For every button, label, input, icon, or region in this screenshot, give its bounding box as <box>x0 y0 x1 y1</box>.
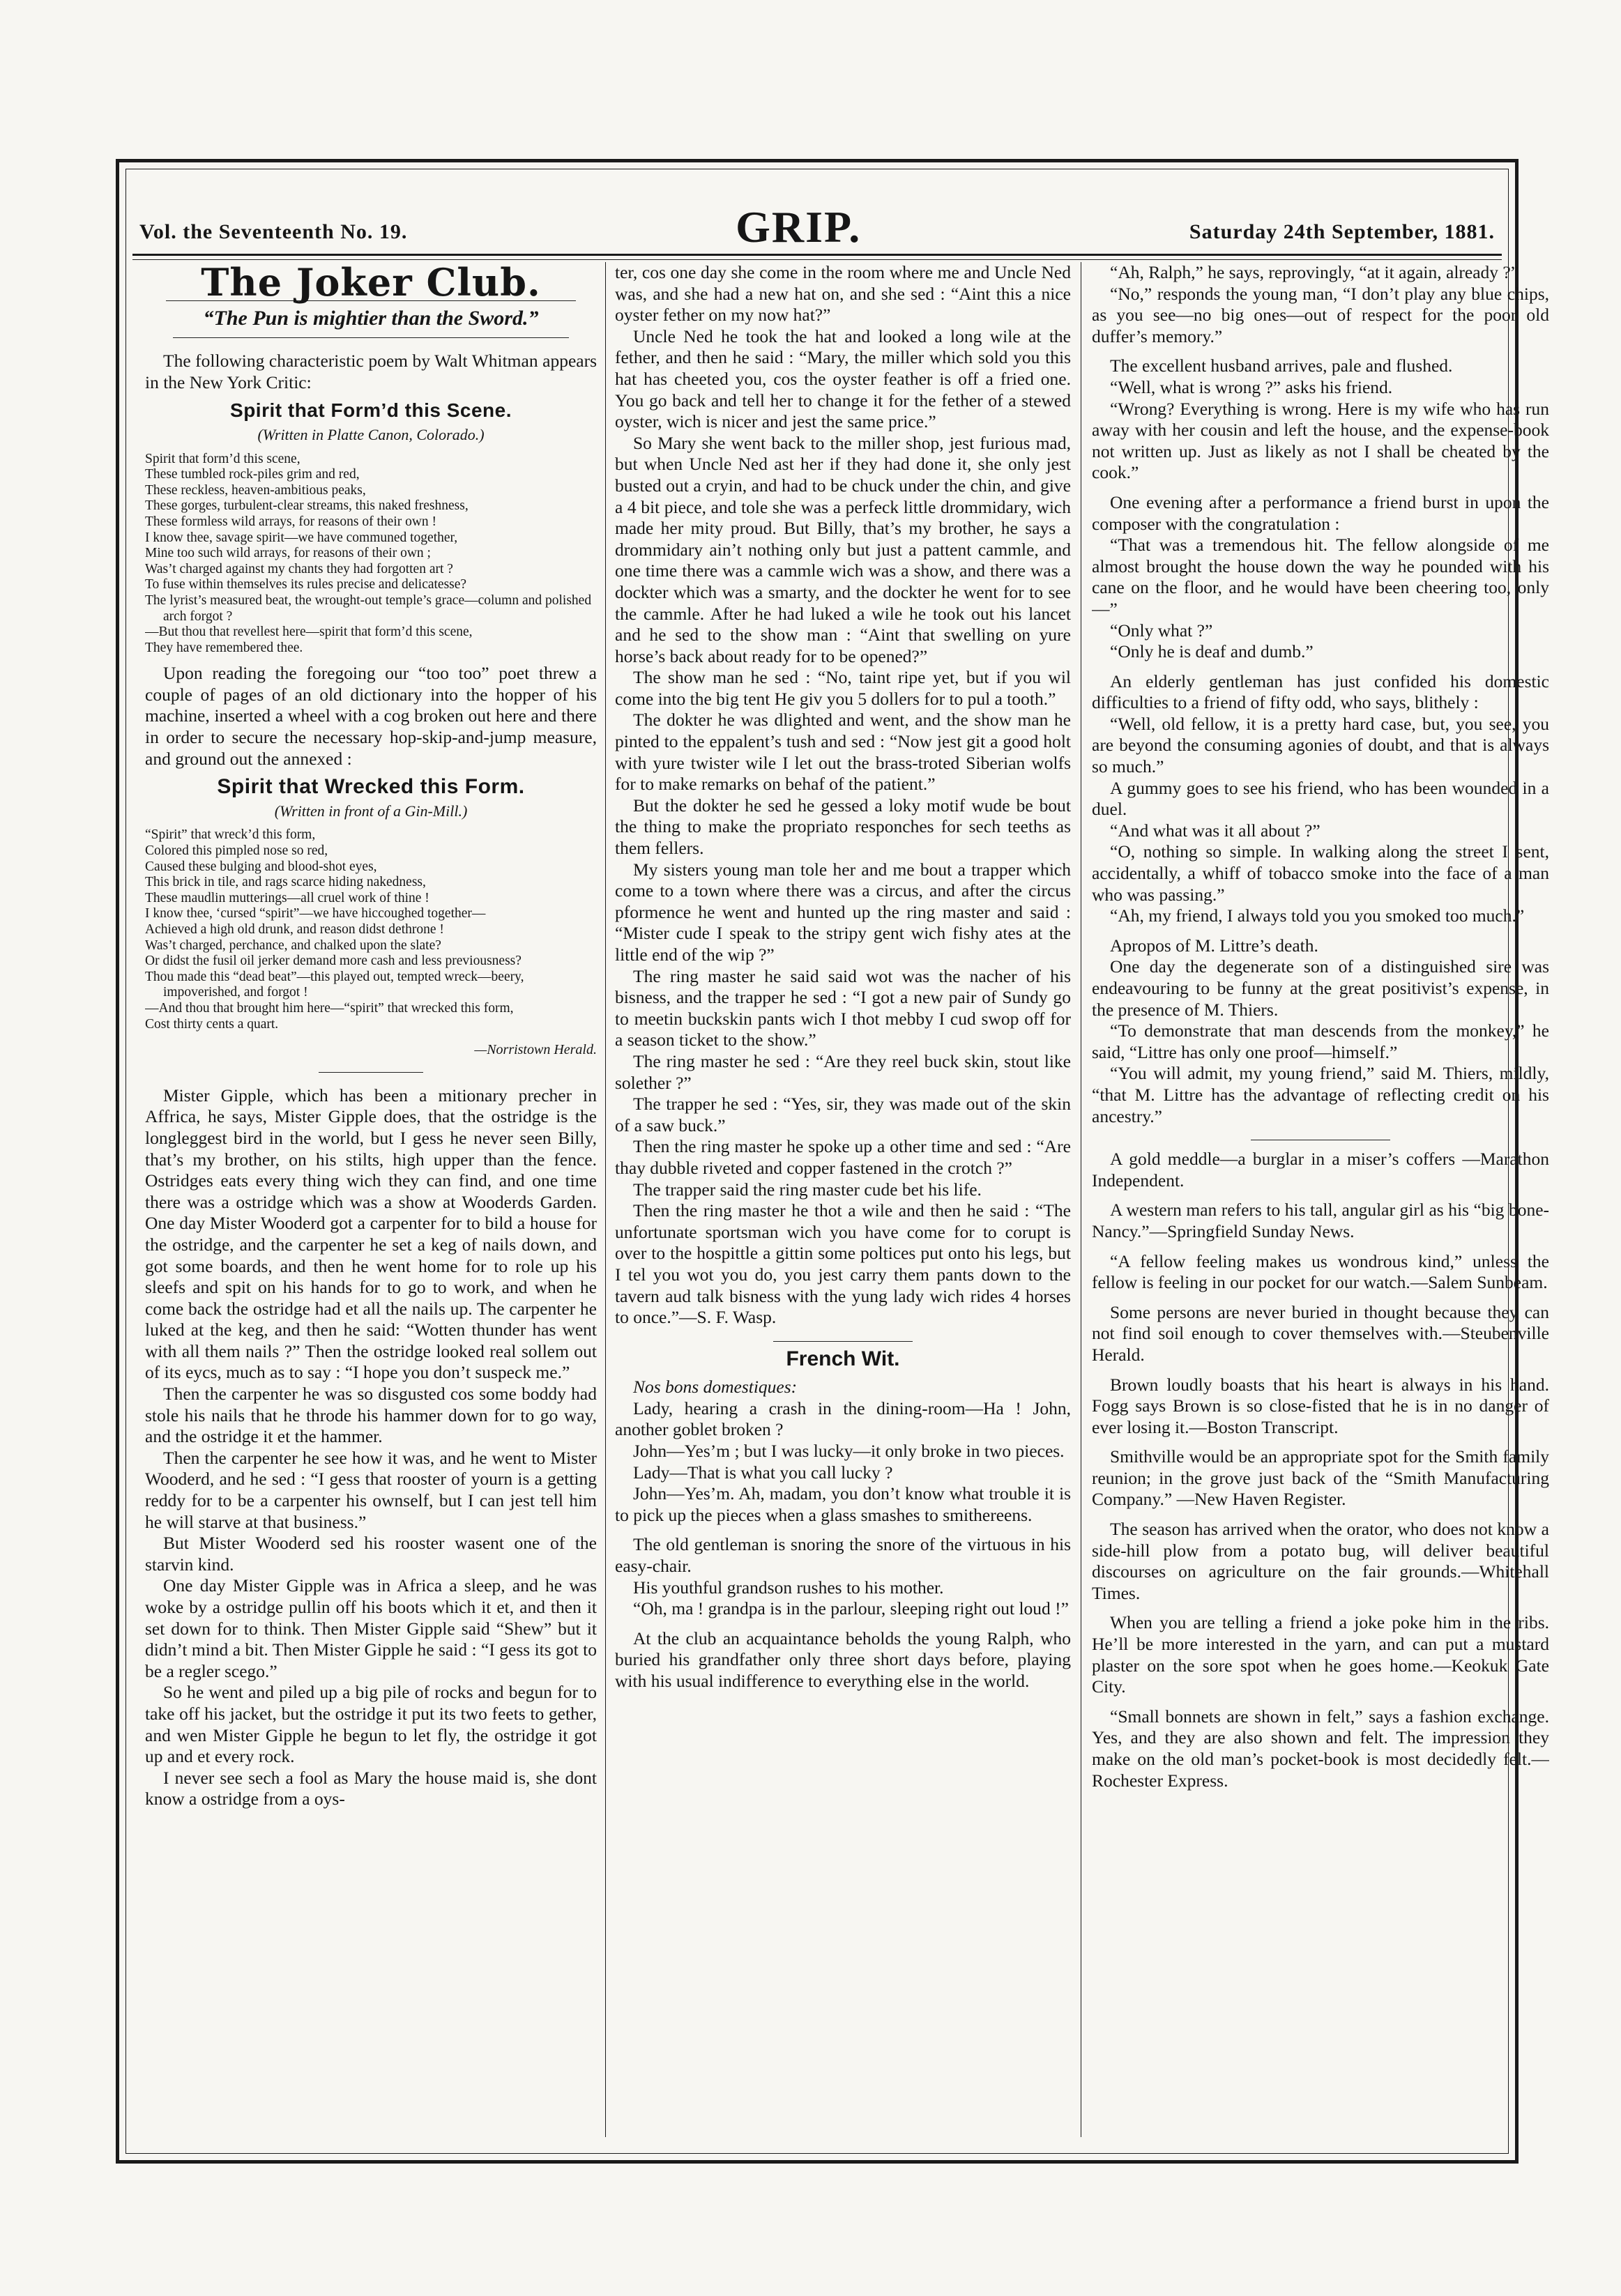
poem1-line: I know thee, savage spirit—we have communed together, <box>145 530 458 545</box>
paragraph: One day the degenerate son of a distinguished sire was endeavouring to be funny at the great positivist’s expense, in the presence of M. Thiers. <box>1092 956 1549 1020</box>
poem2-line: Thou made this “dead beat”—this played out, tempted wreck—beery, impoverished, and forgot ! <box>145 969 524 1000</box>
paragraph: The old gentleman is snoring the snore of the virtuous in his easy-chair. <box>615 1534 1071 1577</box>
club-motto: “The Pun is mightier than the Sword.” <box>203 306 539 330</box>
paragraph: The ring master he said said wot was the nacher of his bisness, and the trapper he sed : “I got a new pair of Sundy go to meetin buckskin pants wich I thot mebby I cud swop off for a season ticket to the show.” <box>615 965 1071 1050</box>
poem2-line: Caused these bulging and blood-shot eyes, <box>145 859 377 874</box>
paragraph: “O, nothing so simple. In walking along the street I sent, accidentally, a whiff of tobacco smoke into the face of a man who was passing.” <box>1092 841 1549 905</box>
masthead <box>139 188 1495 250</box>
paragraph: “Only what ?” <box>1110 620 1213 641</box>
poem1-line: These formless wild arrays, for reasons of their own ! <box>145 514 437 529</box>
paragraph: “Ah, Ralph,” he says, reprovingly, “at it again, already ?” <box>1110 262 1519 282</box>
poem1-line: Mine too such wild arrays, for reasons of their own ; <box>145 546 431 561</box>
paragraph: “That was a tremendous hit. The fellow alongside of me almost brought the house down the way he pounded with his cane on the floor, and he would have been cheering too, only—” <box>1092 535 1549 619</box>
poem1-line: These gorges, turbulent-clear streams, this naked freshness, <box>145 498 469 514</box>
poem1-line: These reckless, heaven-ambitious peaks, <box>145 482 366 498</box>
paragraph: The show man he sed : “No, taint ripe yet, but if you wil come into the big tent He giv you 5 dollers for to pul a tooth.” <box>615 667 1071 709</box>
poem1-line: —But thou that revellest here—spirit that form’d this scene, <box>145 625 473 640</box>
poem1-line: These tumbled rock-piles grim and red, <box>145 467 360 482</box>
paragraph: A gold meddle—a burglar in a miser’s coffers —Marathon Independent. <box>1092 1149 1549 1191</box>
paragraph: “Wrong? Everything is wrong. Here is my wife who has run away with her cousin and left the house, and the expense-book not written up. Just as likely as not I shall be cheated by the cook.” <box>1092 398 1549 483</box>
poem1-line: Spirit that form’d this scene, <box>145 451 300 466</box>
paragraph: A western man refers to his tall, angular girl as his “big bone-Nancy.”—Springfield Sunday News. <box>1092 1200 1549 1241</box>
poem2-line: I know thee, ‘cursed “spirit”—we have hiccoughed together— <box>145 906 486 921</box>
paragraph: Then the ring master he thot a wile and then he said : “The unfortunate sportsman wich you have come for to corupt is over to the hospittle a gittin some poltices put onto his legs, but I tel you wot you do, you jest carry them pants down to the tavern aud talk bisness with the yung lady wich rides 4 horses to once.”—S. F. Wasp. <box>615 1200 1071 1328</box>
poem2-line: “Spirit” that wreck’d this form, <box>145 827 316 843</box>
paragraph: Then the carpenter he was so disgusted cos some boddy had stole his nails that he throde his hammer down for to go way, and the ostridge it et the hammer. <box>145 1384 597 1447</box>
newspaper-title: GRIP. <box>736 202 862 252</box>
paragraph: John—Yes’m ; but I was lucky—it only broke in two pieces. <box>633 1441 1065 1462</box>
poem2-line: Achieved a high old drunk, and reason didst dethrone ! <box>145 922 444 937</box>
poem1-line: The lyrist’s measured beat, the wrought-out temple’s grace—column and polished arch forgot ? <box>145 592 592 624</box>
poem2-line: This brick in tile, and rags scarce hiding nakedness, <box>145 875 426 890</box>
paragraph: The excellent husband arrives, pale and flushed. <box>1110 355 1453 376</box>
masthead-rule <box>132 254 1502 256</box>
column-2 <box>615 262 1071 2137</box>
paragraph: Apropos of M. Littre’s death. <box>1110 935 1318 956</box>
paragraph: “A fellow feeling makes us wondrous kind,” unless the fellow is feeling in our pocket for our watch.—Salem Sunbeam. <box>1092 1250 1549 1293</box>
paragraph: The season has arrived when the orator, who does not know a side-hill plow from a potato bug, will deliver beautiful discourses on agriculture on the fair grounds.—Whitehall Times. <box>1092 1519 1549 1603</box>
poem1-title: Spirit that Form’d this Scene. <box>230 399 512 422</box>
paragraph: “To demonstrate that man descends from the monkey,” he said, “Littre has only one proof—himself.” <box>1092 1020 1549 1062</box>
paragraph: “No,” responds the young man, “I don’t play any blue chips, as you see—no big ones—out of respect for the poor old duffer’s memory.” <box>1092 283 1549 346</box>
separator-rule <box>319 1072 423 1073</box>
paragraph: “Well, old fellow, it is a pretty hard case, but, you see, you are beyond the consuming agonies of doubt, and that is always so much.” <box>1092 713 1549 777</box>
french-wit-subtitle: Nos bons domestiques: <box>633 1377 798 1398</box>
paragraph: Mister Gipple, which has been a mitionary precher in Affrica, he says, Mister Gipple does, that the ostridge is the longleggest bird in the world, but I gess he never seen Billy, that’s my brother, on his stilts, high upper than the fence. Ostridges eats every thing wich they can find, and one time there was a ostridge which was a show at Wooderds Garden. One day Mister Wooderd got a carpenter for to bild a house for the ostridge, and the carpenter he set a keg of nails down, and got some boards, and then he went home for to role up his sleefs and spit on his hands for to go to work, and when he come back the ostridge had et all the nails up. The carpenter he luked at the keg, and then he said: “Wotten thunder has went with all them nails ?” Then the ostridge looked real sollem out of its eycs, much as to say : “I hope you don’t suspeck me.” <box>145 1085 597 1383</box>
separator-rule <box>773 1341 913 1342</box>
paragraph: I never see sech a fool as Mary the house maid is, she dont know a ostridge from a oys- <box>145 1767 597 1809</box>
masthead-rule-thin <box>132 259 1502 260</box>
paragraph: When you are telling a friend a joke poke him in the ribs. He’ll be more interested in the yarn, and can put a mustard plaster on the sore spot when he goes home.—Keokuk Gate City. <box>1092 1612 1549 1697</box>
paragraph: “Well, what is wrong ?” asks his friend. <box>1110 376 1393 397</box>
poem1-line: Was’t charged against my chants they had forgotten art ? <box>145 561 453 576</box>
paragraph: “Ah, my friend, I always told you you smoked too much.” <box>1110 905 1525 926</box>
poem2-line: —And thou that brought him here—“spirit” that wrecked this form, <box>145 1000 514 1016</box>
paragraph: One evening after a performance a friend burst in upon the composer with the congratulation : <box>1092 491 1549 534</box>
poem2-title: Spirit that Wrecked this Form. <box>217 775 525 799</box>
paragraph: His youthful grandson rushes to his mother. <box>633 1577 944 1598</box>
section-heading-joker-club: The Joker Club. <box>201 262 541 305</box>
paragraph: The trapper he sed : “Yes, sir, they was made out of the skin of a saw buck.” <box>615 1094 1071 1135</box>
poem2-line: Colored this pimpled nose so red, <box>145 843 328 859</box>
paragraph: One day Mister Gipple was in Africa a sleep, and he was woke by a ostridge pullin off his boots which it et, and then it set down for to think. Then Mister Gipple said “Shew” but it didn’t mind a bit. Then Mister Gipple he said : “I gess its got to be a regler scego.” <box>145 1575 597 1681</box>
poem2-subtitle: (Written in front of a Gin-Mill.) <box>274 802 468 820</box>
paragraph: At the club an acquaintance beholds the young Ralph, who buried his grandfather only three short days before, playing with his usual indifference to everything else in the world. <box>615 1628 1071 1691</box>
paragraph: “And what was it all about ?” <box>1110 820 1321 841</box>
paragraph: My sisters young man tole her and me bout a trapper which come to a town where there was a circus, and after the circus pformence he went and hunted up the ring master and said : “Mister cude I speak to the stripy gent wich fishy ates at the little end of the wip ?” <box>615 859 1071 965</box>
paragraph: “Only he is deaf and dumb.” <box>1110 641 1314 662</box>
paragraph: Smithville would be an appropriate spot for the Smith family reunion; in the grove just back of the “Smith Manufacturing Company.” —New Haven Register. <box>1092 1446 1549 1510</box>
column-3 <box>1092 262 1549 2137</box>
paragraph: So he went and piled up a big pile of rocks and begun for to take off his jacket, but the ostridge it put its two feets to gether, and wen Mister Gipple he begun to let fly, the ostridge it got up and et every rock. <box>145 1682 597 1767</box>
poem1 <box>145 452 597 657</box>
poem2-attribution: —Norristown Herald. <box>474 1042 597 1058</box>
poem1-subtitle: (Written in Platte Canon, Colorado.) <box>257 425 485 443</box>
paragraph: But Mister Wooderd sed his rooster wasent one of the starvin kind. <box>145 1533 597 1575</box>
poem1-line: To fuse within themselves its rules precise and delicatesse? <box>145 577 467 592</box>
paragraph: Lady, hearing a crash in the dining-room—Ha ! John, another goblet broken ? <box>615 1398 1071 1440</box>
column-1 <box>145 262 597 2137</box>
paragraph: Some persons are never buried in thought because they can not find soil enough to cover themselves with.—Steubenville Herald. <box>1092 1301 1549 1365</box>
volume-number: Vol. the Seventeenth No. 19. <box>139 220 408 243</box>
column-divider-1 <box>605 262 606 2137</box>
paragraph: Brown loudly boasts that his heart is always in his hand. Fogg says Brown is so close-fisted that he is in no danger of ever losing it.—Boston Transcript. <box>1092 1374 1549 1437</box>
paragraph: “You will admit, my young friend,” said M. Thiers, mildly, “that M. Littre has the advantage of reflecting credit on his ancestry.” <box>1092 1063 1549 1126</box>
paragraph: The ring master he sed : “Are they reel buck skin, stout like solether ?” <box>615 1050 1071 1093</box>
paragraph: The dokter he was dlighted and went, and the show man he pinted to the eppalent’s tush and sed : “Now jest git a good holt with yure twister wile I let out the brass-troted Siberian wolfs for to make remarks on behaf of the patient.” <box>615 710 1071 795</box>
paragraph: Upon reading the foregoing our “too too” poet threw a couple of pages of an old dictionary into the hopper of his machine, inserted a wheel with a cog broken out here and there in order to secure the necessary hop-skip-and-jump measure, and ground out the annexed : <box>145 663 597 769</box>
paragraph: So Mary she went back to the miller shop, jest furious mad, but when Uncle Ned ast her if they had done it, she only jest busted out a cryin, and had to be chuck under the chin, and give a 4 bit piece, and tole she was a perfeck little drommidary, wich made her mity proud. But Billy, that’s my brother, he says a drommidary ain’t nothing only but just a pattent cammle, and one time there was a cammle wich was a show, and there was a dockter which was a smarty, and the dockter he went for to see the cammle. After he had luked a wile he took out his lancet and he sed to the show man : “Aint that swelling on yure horse’s back about ready for to be opened?” <box>615 432 1071 666</box>
paragraph: Then the ring master he spoke up a other time and sed : “Are thay dubble riveted and copper fastened in the crotch ?” <box>615 1136 1071 1178</box>
poem1-line: They have remembered thee. <box>145 640 303 655</box>
paragraph: Then the carpenter he see how it was, and he went to Mister Wooderd, and he sed : “I gess that rooster of yourn is a getting reddy for to be a carpenter his ownself, but I can jest tell him he will starve at that business.” <box>145 1447 597 1532</box>
paragraph: The trapper said the ring master cude bet his life. <box>633 1179 982 1200</box>
paragraph: “Oh, ma ! grandpa is in the parlour, sleeping right out loud !” <box>633 1598 1069 1619</box>
intro-paragraph: The following characteristic poem by Walt Whitman appears in the New York Critic: <box>145 351 597 392</box>
poem2-line: Was’t charged, perchance, and chalked upon the slate? <box>145 937 441 953</box>
paragraph: ter, cos one day she come in the room where me and Uncle Ned was, and she had a new hat on, and she sed : “Aint this a nice oyster fether on my now hat?” <box>615 262 1071 326</box>
paragraph: Lady—That is what you call lucky ? <box>633 1462 893 1483</box>
paragraph: A gummy goes to see his friend, who has been wounded in a duel. <box>1092 777 1549 820</box>
paragraph: Uncle Ned he took the hat and looked a long wile at the fether, and then he said : “Mary, the miller which sold you this hat has cheeted you, cos the oyster feather is off a fried one. You go back and tell her to change it for the fether of a stewed oyster, wich is nicer and jest the same price.” <box>615 326 1071 432</box>
french-wit-title: French Wit. <box>786 1347 900 1370</box>
issue-date: Saturday 24th September, 1881. <box>1189 220 1495 243</box>
paragraph: John—Yes’m. Ah, madam, you don’t know what trouble it is to pick up the pieces when a glass smashes to smithereens. <box>615 1483 1071 1525</box>
poem2 <box>145 827 597 1032</box>
paragraph: “Small bonnets are shown in felt,” says a fashion exchange. Yes, and they are also shown and felt. The impression they make on the old man’s pocket-book is most decidedly felt.—Rochester Express. <box>1092 1706 1549 1791</box>
motto-rule <box>173 337 569 338</box>
poem2-line: Cost thirty cents a quart. <box>145 1016 279 1032</box>
poem2-line: Or didst the fusil oil jerker demand more cash and less previousness? <box>145 954 522 969</box>
paragraph: An elderly gentleman has just confided his domestic difficulties to a friend of fifty odd, who says, blithely : <box>1092 671 1549 713</box>
paragraph: But the dokter he sed he gessed a loky motif wude be bout the thing to make the propriato responches for sech teeths as them fellers. <box>615 795 1071 859</box>
poem2-line: These maudlin mutterings—all cruel work of thine ! <box>145 890 429 905</box>
